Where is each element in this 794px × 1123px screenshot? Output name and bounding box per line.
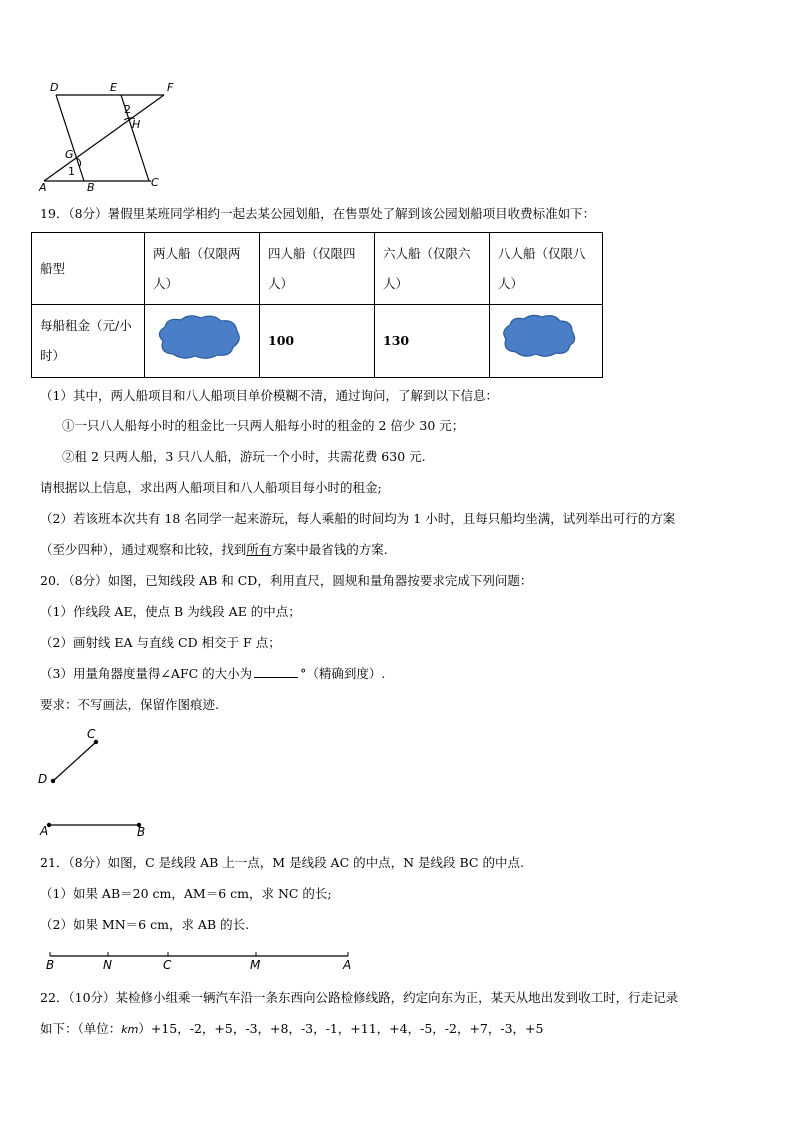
table-cell-six-person: 六人船（仅限六人） [375,233,490,305]
q22-records: 如下：（单位：km）+15，-2，+5，-3，+8，-3，-1，+11，+4，-5，-2，+7，-3，+5 [40,1021,544,1036]
table-cell-two-person: 两人船（仅限两人） [145,233,260,305]
table-header-rent: 每船租金（元/小时） [32,305,145,378]
underlined-all: 所有 [246,542,272,557]
label-2: 2 [124,103,131,116]
q21-title: 21．（8分）如图，C 是线段 AB 上一点，M 是线段 AC 的中点，N 是线段 BC 的中点. [40,855,524,870]
segment-cd [53,742,96,781]
transversal-af [44,95,164,181]
parallelogram-figure [36,78,186,194]
q21-part2: （2）如果 MN＝6 cm，求 AB 的长. [40,917,250,932]
answer-blank[interactable] [254,666,298,678]
table-cell-rent-four: 100 [260,305,375,378]
blurred-cloud-icon [498,311,578,361]
fee-table [31,232,603,378]
q19-part2b: （至少四种），通过观察和比较，找到所有方案中最省钱的方案. [40,542,388,557]
label-b: B [46,958,55,972]
label-c: C [151,176,159,189]
label-n: N [103,958,112,972]
q20-requirement: 要求：不写画法，保留作图痕迹. [40,697,219,712]
q20-title: 20．（8分）如图，已知线段 AB 和 CD，利用直尺，圆规和量角器按要求完成下列问题： [40,573,533,588]
q20-step1: （1）作线段 AE，使点 B 为线段 AE 的中点； [40,604,301,619]
q19-ask: 请根据以上信息，求出两人船项目和八人船项目每小时的租金; [40,480,382,495]
table-cell-four-person: 四人船（仅限四人） [260,233,375,305]
label-g: G [65,148,74,161]
label-c: C [87,727,96,741]
table-cell-rent-six: 130 [375,305,490,378]
label-d: D [38,772,48,786]
label-e: E [110,81,117,94]
label-m: M [250,958,261,972]
label-b: B [137,825,146,838]
q19-info1: ①一只八人船每小时的租金比一只两人船每小时的租金的 2 倍少 30 元； [62,418,465,433]
label-c: C [163,958,172,972]
label-d: D [50,81,59,94]
point-d [51,779,55,783]
table-cell-rent-two-blurred [145,305,260,378]
q19-part2a: （2）若该班本次共有 18 名同学一起来游玩，每人乘船的时间均为 1 小时，且每只船均坐满，试列举出可行的方案 [40,511,676,526]
table-header-boat-type: 船型 [32,233,145,305]
q19-info2: ②租 2 只两人船，3 只八人船，游玩一个小时，共需花费 630 元. [62,449,426,464]
label-a: A [39,181,47,194]
unit-km: km [121,1023,139,1036]
label-h: H [132,118,141,131]
label-1: 1 [68,165,75,178]
q20-step2: （2）画射线 EA 与直线 CD 相交于 F 点； [40,635,281,650]
q19-title: 19．（8分）暑假里某班同学相约一起去某公园划船，在售票处了解到该公园划船项目收费标准如下： [40,206,596,221]
label-a: A [343,958,352,972]
blurred-cloud-icon [153,311,243,361]
table-cell-eight-person: 八人船（仅限八人） [490,233,603,305]
table-cell-rent-eight-blurred [490,305,603,378]
label-a: A [40,824,49,838]
q21-part1: （1）如果 AB＝20 cm，AM＝6 cm，求 NC 的长; [40,886,332,901]
label-b: B [87,181,95,194]
label-f: F [167,81,174,94]
q20-figure [34,726,164,838]
q20-step3: （3）用量角器度量得∠AFC 的大小为 °（精确到度）. [40,666,386,681]
q21-number-line [38,946,360,976]
q19-part1: （1）其中，两人船项目和八人船项目单价模糊不清，通过询问，了解到以下信息： [40,388,498,403]
q22-title: 22．（10分）某检修小组乘一辆汽车沿一条东西向公路检修线路，约定向东为正，某天从地出发到收工时，行走记录 [40,990,679,1005]
